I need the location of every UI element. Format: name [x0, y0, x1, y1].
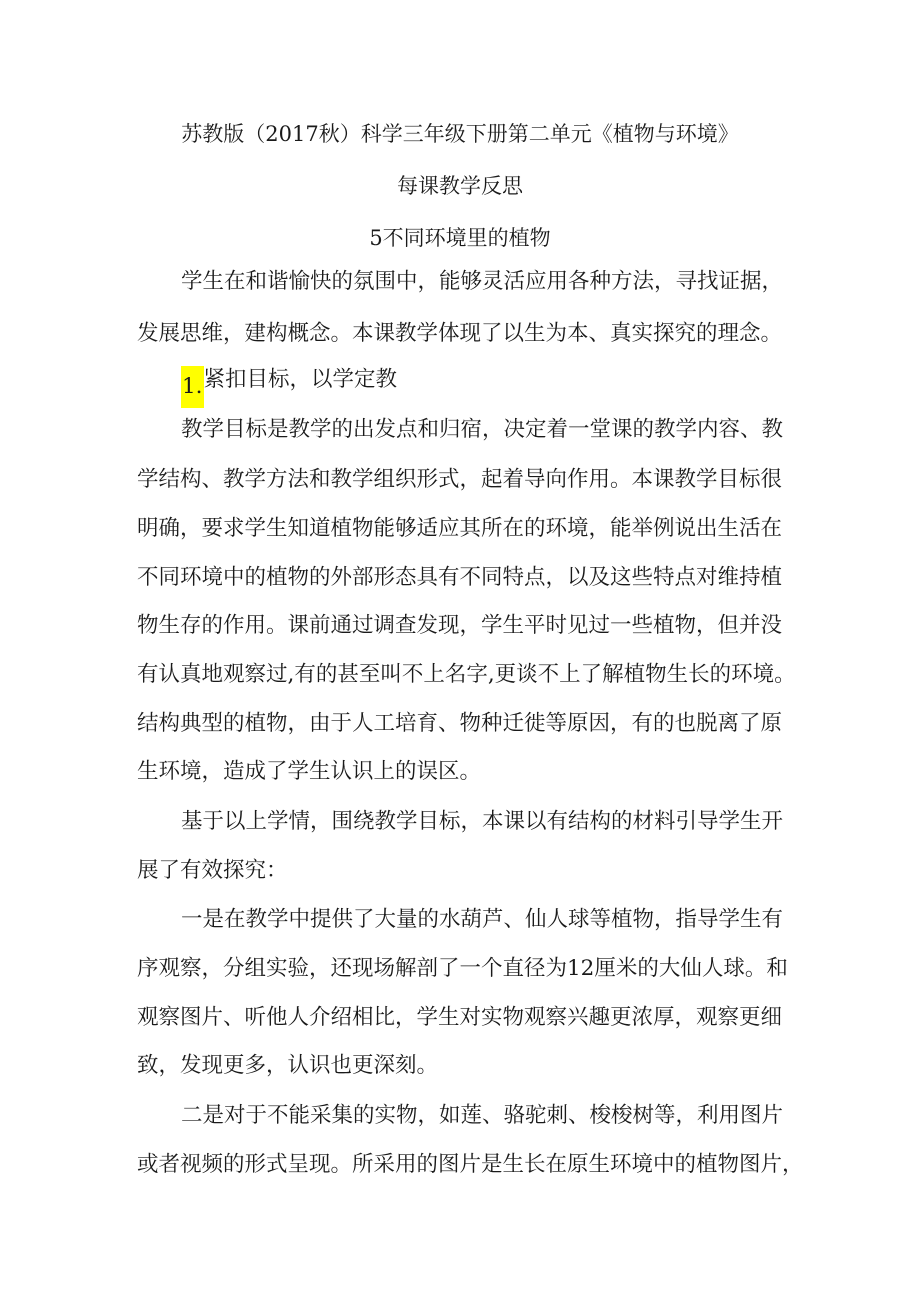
- paragraph-line: 序观察，分组实验，还现场解剖了一个直径为12厘米的大仙人球。和: [137, 956, 788, 981]
- section-number-highlight: 1.: [181, 366, 204, 408]
- paragraph-line: 不同环境中的植物的外部形态具有不同特点，以及这些特点对维持植: [137, 565, 783, 590]
- document-title: 苏教版（2017秋）科学三年级下册第二单元《植物与环境》: [181, 122, 739, 146]
- paragraph-line: 发展思维，建构概念。本课教学体现了以生为本、真实探究的理念。: [137, 321, 783, 346]
- section-heading: [181, 366, 397, 408]
- paragraph-line: 教学目标是教学的出发点和归宿，决定着一堂课的教学内容、教: [181, 417, 784, 442]
- paragraph-line: 物生存的作用。课前通过调查发现，学生平时见过一些植物，但并没: [137, 613, 783, 638]
- lesson-title: 5不同环境里的植物: [369, 226, 551, 250]
- paragraph-line: 明确，要求学生知道植物能够适应其所在的环境，能举例说出生活在: [137, 516, 783, 541]
- section-heading-text: 紧扣目标，以学定教: [203, 367, 398, 392]
- paragraph-line: 或者视频的形式呈现。所采用的图片是生长在原生环境中的植物图片，: [137, 1152, 804, 1177]
- paragraph-line: 生环境，造成了学生认识上的误区。: [137, 759, 482, 784]
- paragraph-line: 结构典型的植物，由于人工培育、物种迁徙等原因，有的也脱离了原: [137, 711, 783, 736]
- paragraph-line: 学生在和谐愉快的氛围中，能够灵活应用各种方法，寻找证据，: [181, 269, 784, 294]
- paragraph-line: 有认真地观察过,有的甚至叫不上名字,更谈不上了解植物生长的环境。: [137, 662, 796, 687]
- paragraph-line: 二是对于不能采集的实物，如莲、骆驼刺、梭梭树等，利用图片: [181, 1103, 784, 1128]
- paragraph-line: 学结构、教学方法和教学组织形式，起着导向作用。本课教学目标很: [137, 467, 783, 492]
- document-subtitle: 每课教学反思: [397, 174, 523, 198]
- paragraph-line: 观察图片、听他人介绍相比，学生对实物观察兴趣更浓厚，观察更细: [137, 1005, 783, 1030]
- paragraph-line: 基于以上学情，围绕教学目标，本课以有结构的材料引导学生开: [181, 809, 784, 834]
- paragraph-line: 展了有效探究：: [137, 858, 288, 883]
- paragraph-line: 一是在教学中提供了大量的水葫芦、仙人球等植物，指导学生有: [181, 907, 784, 932]
- paragraph-line: 致，发现更多，认识也更深刻。: [137, 1053, 439, 1078]
